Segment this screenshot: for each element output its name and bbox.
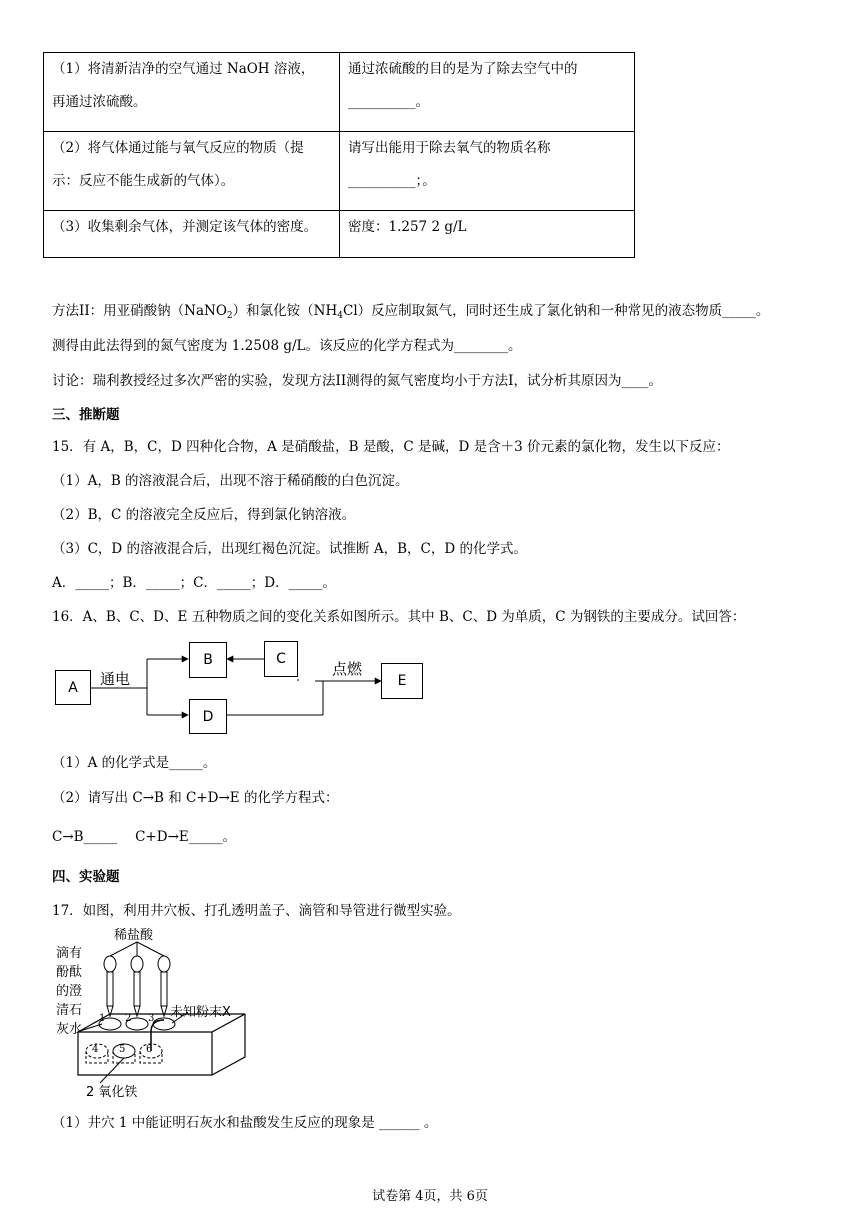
q17-sub1: （1）井穴 1 中能证明石灰水和盐酸发生反应的现象是 ______ 。 — [52, 1115, 438, 1131]
page-footer: 试卷第 4页，共 6页 — [372, 1189, 488, 1204]
experiment-table — [43, 52, 635, 258]
method2-discussion: 讨论：瑞利教授经过多次严密的实验，发现方法II测得的氮气密度均小于方法I，试分析其原因为____。 — [52, 373, 662, 389]
well-number: 2 — [125, 1013, 132, 1024]
fig-right-label: 未知粉末X — [170, 1005, 231, 1020]
table-cell — [44, 211, 340, 258]
section-heading-4: 四、实验题 — [52, 869, 120, 885]
dropper-3 — [158, 956, 170, 1016]
q15-answer: A．_____；B．_____；C．_____；D．_____。 — [52, 575, 336, 591]
node-c: C — [264, 641, 298, 677]
label-line: 的澄 — [56, 984, 83, 999]
table-row — [44, 132, 635, 211]
cell-line: __________。 — [348, 94, 429, 110]
q16-sub2: （2）请写出 C→B 和 C+D→E 的化学方程式： — [52, 790, 339, 806]
node-a: A — [55, 670, 91, 705]
fig-left-label — [56, 944, 82, 1039]
table-row — [44, 53, 635, 132]
cell-line: 密度：1.257 2 g/L — [348, 219, 467, 235]
table-cell — [340, 132, 635, 211]
q15-sub2: （2）B，C 的溶液完全反应后，得到氯化钠溶液。 — [52, 507, 356, 523]
pointer-line — [100, 1058, 124, 1083]
label-line: 滴有 — [56, 946, 83, 961]
cell-line: （2）将气体通过能与氧气反应的物质（提 — [52, 140, 304, 156]
method2-line2: 测得由此法得到的氮气密度为 1.2508 g/L。该反应的化学方程式为________。 — [52, 338, 522, 354]
label-line: 清石 — [56, 1003, 83, 1018]
table-cell — [340, 211, 635, 258]
cell-line: 请写出能用于除去氧气的物质名称 — [348, 140, 551, 156]
dropper-1 — [104, 956, 116, 1016]
node-b: B — [189, 642, 227, 678]
q16-stem: 16．A、B、C、D、E 五种物质之间的变化关系如图所示。其中 B、C、D 为单质，C 为钢铁的主要成分。试回答： — [52, 609, 746, 625]
cell-line: 示：反应不能生成新的气体）。 — [52, 173, 235, 189]
q16-sub3: C→B_____ C+D→E_____。 — [52, 829, 236, 845]
well-number: 6 — [146, 1044, 153, 1055]
section-heading-3: 三、推断题 — [52, 407, 120, 423]
node-d: D — [189, 699, 227, 734]
cell-line: （3）收集剩余气体，并测定该气体的密度。 — [52, 219, 318, 235]
text: ）和氯化铵（NH — [232, 303, 338, 319]
text: Cl）反应制取氮气，同时还生成了氯化钠和一种常见的液态物质_____。 — [342, 303, 770, 319]
method2-line1 — [52, 299, 769, 321]
well-number: 5 — [119, 1044, 126, 1055]
q15-sub3: （3）C，D 的溶液混合后，出现红褐色沉淀。试推断 A，B，C，D 的化学式。 — [52, 541, 527, 557]
label-electrolysis: 通电 — [100, 670, 131, 688]
q15-stem: 15．有 A，B，C，D 四种化合物，A 是硝酸盐，B 是酸，C 是碱，D 是含＋3 价元素的氯化物，发生以下反应： — [52, 439, 730, 455]
q15-sub1: （1）A，B 的溶液混合后，出现不溶于稀硝酸的白色沉淀。 — [52, 473, 409, 489]
cell-line: 再通过浓硫酸。 — [52, 94, 147, 110]
cell-line: __________；。 — [348, 173, 436, 189]
pointer-line — [137, 942, 164, 956]
label-line: 灰水 — [56, 1022, 83, 1037]
label-line: 酚酞 — [56, 965, 83, 980]
label-ignite: 点燃 — [332, 660, 363, 678]
pointer-line — [110, 942, 137, 956]
text: 方法II：用亚硝酸钠（NaNO — [52, 303, 227, 319]
table-cell — [44, 53, 340, 132]
table-row — [44, 211, 635, 258]
node-e: E — [381, 663, 423, 699]
well-number: 1 — [99, 1013, 106, 1024]
cell-line: 通过浓硫酸的目的是为了除去空气中的 — [348, 61, 578, 77]
q17-stem: 17．如图，利用井穴板、打孔透明盖子、滴管和导管进行微型实验。 — [52, 903, 461, 919]
table-cell — [340, 53, 635, 132]
well-number: 3 — [148, 1013, 155, 1024]
table-cell — [44, 132, 340, 211]
cell-line: （1）将清新洁净的空气通过 NaOH 溶液， — [52, 61, 315, 77]
dropper-2 — [131, 956, 143, 1016]
subscript: 2 — [226, 311, 233, 321]
fig-bottom-label: 2 氧化铁 — [86, 1085, 138, 1100]
fig-top-label: 稀盐酸 — [114, 928, 154, 943]
subscript: 4 — [337, 311, 343, 321]
well-number: 4 — [92, 1044, 99, 1055]
q16-sub1: （1）A 的化学式是_____。 — [52, 755, 217, 771]
